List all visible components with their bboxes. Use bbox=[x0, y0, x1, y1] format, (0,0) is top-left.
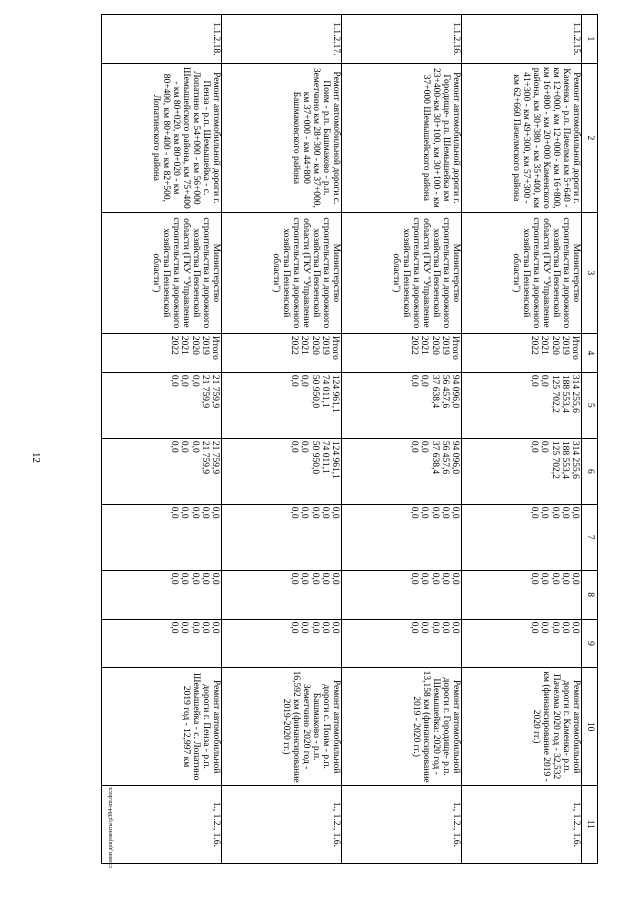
amount-value: 0,0 bbox=[529, 506, 540, 519]
row-executor: Министерство строительства и дорожного хозяйства Пензенской области (ГКУ "Управление строительства и дорожного хозяйства Пензенской области") bbox=[462, 212, 582, 333]
value-list bbox=[169, 507, 220, 568]
value-list bbox=[409, 507, 460, 568]
year-label: 2022 bbox=[529, 335, 540, 355]
year-label: 2019 bbox=[199, 335, 210, 355]
amount-value: 0,0 bbox=[309, 572, 320, 585]
amount-value: 0,0 bbox=[210, 506, 220, 519]
row-name: Ремонт автомобильной дороги г. Пенза - р.п. Шемышейка - с. Лопатино км 54+000 - км 56+000 Шемышейского района, км 75+400 - км 80+020, км 80+020 - км 80+400, км 80+400 - км 82+500, Лопатинского района bbox=[102, 63, 222, 212]
row-col9-cell bbox=[342, 619, 462, 668]
col-header: 6 bbox=[582, 438, 598, 504]
amount-value: 125 702,2 bbox=[549, 440, 560, 479]
value-list bbox=[529, 507, 580, 568]
amount-value: 0,0 bbox=[409, 572, 420, 585]
year-label: 2019 bbox=[319, 335, 330, 355]
amount-value: 0,0 bbox=[439, 572, 450, 585]
value-list bbox=[169, 336, 220, 370]
rotated-table-sheet bbox=[101, 14, 598, 864]
amount-value: 21 759,9 bbox=[199, 374, 210, 409]
year-label: 2021 bbox=[179, 335, 190, 355]
amount-value: 0,0 bbox=[189, 572, 200, 585]
amount-value: 0,0 bbox=[529, 572, 540, 585]
amount-value: 94 096,0 bbox=[450, 374, 460, 409]
row-years-cell bbox=[102, 333, 222, 372]
amount-value: 37 638,4 bbox=[429, 374, 440, 409]
amount-value: 0,0 bbox=[409, 621, 420, 634]
year-label: 2022 bbox=[289, 335, 300, 355]
row-col6-cell bbox=[342, 438, 462, 504]
amount-value: 124 961,1 bbox=[330, 440, 340, 479]
value-list bbox=[529, 375, 580, 436]
table-row bbox=[342, 15, 462, 864]
amount-value: 0,0 bbox=[299, 621, 310, 634]
amount-value: 0,0 bbox=[559, 506, 570, 519]
amount-value: 0,0 bbox=[199, 621, 210, 634]
row-executor: Министерство строительства и дорожного хозяйства Пензенской области (ГКУ "Управление строительства и дорожного хозяйства Пензенской области") bbox=[342, 212, 462, 333]
amount-value: 0,0 bbox=[179, 621, 190, 634]
amount-value: 0,0 bbox=[169, 572, 180, 585]
value-list bbox=[409, 622, 460, 666]
amount-value: 0,0 bbox=[289, 621, 300, 634]
amount-value: 0,0 bbox=[419, 506, 430, 519]
amount-value: 0,0 bbox=[179, 572, 190, 585]
amount-value: 0,0 bbox=[570, 572, 580, 585]
year-label: 2019 bbox=[439, 335, 450, 355]
amount-value: 0,0 bbox=[319, 621, 330, 634]
col-header: 7 bbox=[582, 504, 598, 570]
row-result: Ремонт автомобильной дороги с. Поим - р.п. Башмаково - р.п. Земетчино 2020 год - 16,592 км (финансирование 2019-2020 гг.) bbox=[222, 668, 342, 785]
amount-value: 0,0 bbox=[289, 440, 300, 453]
amount-value: 0,0 bbox=[429, 572, 440, 585]
year-label: 2019 bbox=[559, 335, 570, 355]
row-indicators: 1., 1.2., 1.6. bbox=[462, 785, 582, 863]
year-label: Итого bbox=[450, 335, 460, 360]
row-col6-cell bbox=[462, 438, 582, 504]
row-col8-cell bbox=[342, 570, 462, 619]
row-col8-cell bbox=[222, 570, 342, 619]
value-list bbox=[289, 573, 340, 617]
amount-value: 0,0 bbox=[169, 440, 180, 453]
amount-value: 0,0 bbox=[529, 621, 540, 634]
table-row bbox=[462, 15, 582, 864]
row-result: Ремонт автомобильной дороги г. Пенза - р.п. Шемышейка - с. Лопатино 2019 год - 12,997 км bbox=[102, 668, 222, 785]
col-header: 4 bbox=[582, 333, 598, 372]
amount-value: 0,0 bbox=[299, 374, 310, 387]
footer-file-path: c:\мои документы\р384-пп.docx bbox=[108, 787, 114, 868]
row-col9-cell bbox=[102, 619, 222, 668]
amount-value: 0,0 bbox=[179, 440, 190, 453]
row-indicators: 1., 1.2., 1.6. bbox=[342, 785, 462, 863]
amount-value: 56 457,6 bbox=[439, 374, 450, 409]
amount-value: 0,0 bbox=[210, 572, 220, 585]
row-code: 1.1.2.17. bbox=[222, 15, 342, 64]
value-list bbox=[409, 375, 460, 436]
row-col5-cell bbox=[342, 372, 462, 438]
amount-value: 0,0 bbox=[169, 374, 180, 387]
row-col6-cell bbox=[222, 438, 342, 504]
value-list bbox=[169, 375, 220, 436]
amount-value: 21 759,9 bbox=[199, 440, 210, 475]
amount-value: 0,0 bbox=[539, 621, 550, 634]
amount-value: 125 702,2 bbox=[549, 374, 560, 413]
value-list bbox=[529, 336, 580, 370]
amount-value: 0,0 bbox=[419, 374, 430, 387]
row-col9-cell bbox=[462, 619, 582, 668]
amount-value: 0,0 bbox=[299, 572, 310, 585]
row-col5-cell bbox=[102, 372, 222, 438]
amount-value: 0,0 bbox=[450, 621, 460, 634]
amount-value: 0,0 bbox=[179, 374, 190, 387]
row-col8-cell bbox=[102, 570, 222, 619]
year-label: 2020 bbox=[189, 335, 200, 355]
year-label: 2020 bbox=[309, 335, 320, 355]
year-label: Итого bbox=[330, 335, 340, 360]
row-result: Ремонт автомобильной дороги г. Городище- р.п. Шемышейка: 2020 год - 13,158 км (финансирование 2019 - 2020 гг.) bbox=[342, 668, 462, 785]
amount-value: 37 638,4 bbox=[429, 440, 440, 475]
row-years-cell bbox=[222, 333, 342, 372]
amount-value: 0,0 bbox=[419, 572, 430, 585]
amount-value: 0,0 bbox=[450, 506, 460, 519]
value-list bbox=[289, 507, 340, 568]
row-col7-cell bbox=[342, 504, 462, 570]
amount-value: 0,0 bbox=[319, 572, 330, 585]
amount-value: 0,0 bbox=[549, 572, 560, 585]
amount-value: 314 255,6 bbox=[570, 440, 580, 479]
amount-value: 0,0 bbox=[210, 621, 220, 634]
amount-value: 94 096,0 bbox=[450, 440, 460, 475]
amount-value: 0,0 bbox=[419, 440, 430, 453]
amount-value: 0,0 bbox=[169, 506, 180, 519]
amount-value: 50 950,0 bbox=[309, 374, 320, 409]
amount-value: 0,0 bbox=[189, 506, 200, 519]
value-list bbox=[289, 336, 340, 370]
amount-value: 0,0 bbox=[330, 506, 340, 519]
row-years-cell bbox=[462, 333, 582, 372]
amount-value: 0,0 bbox=[289, 374, 300, 387]
amount-value: 0,0 bbox=[539, 440, 550, 453]
value-list bbox=[529, 441, 580, 502]
row-code: 1.1.2.16. bbox=[342, 15, 462, 64]
value-list bbox=[409, 573, 460, 617]
row-col7-cell bbox=[222, 504, 342, 570]
row-name: Ремонт автомобильной дороги г. Городище- р.п. Шемышейка км 23+400-км 30+100, км 30+100 - км 37+000 Шемышейского района bbox=[342, 63, 462, 212]
row-result: Ремонт автомобильной дороги г. Каменка- р.п. Пачелма 2020 год - 32,532 км (финансирование 2019 - 2020 гг.) bbox=[462, 668, 582, 785]
year-label: 2020 bbox=[429, 335, 440, 355]
row-name: Ремонт автомобильной дороги г. Каменка - р.п. Пачелма км 5+640 - км 12+000, км 12+000 - км 16+800, км 16+800 - км 20+000 Каменского района, км 30+380 - км 35+400, км 41+300 - км 49+300, км 57+300 - км 62+660 Пачелмского района bbox=[462, 63, 582, 212]
amount-value: 50 950,0 bbox=[309, 440, 320, 475]
program-table bbox=[101, 14, 598, 864]
year-label: 2021 bbox=[299, 335, 310, 355]
amount-value: 0,0 bbox=[570, 621, 580, 634]
year-label: Итого bbox=[210, 335, 220, 360]
amount-value: 0,0 bbox=[409, 440, 420, 453]
amount-value: 0,0 bbox=[299, 506, 310, 519]
row-name: Ремонт автомобильной дороги с. Поим - р.п. Башмаково - р.п. Земетчино км 28+300 - км 37+000, км 37+000 - км 44+800 Башмаковского района bbox=[222, 63, 342, 212]
row-code: 1.1.2.15. bbox=[462, 15, 582, 64]
amount-value: 188 553,4 bbox=[559, 374, 570, 413]
amount-value: 0,0 bbox=[539, 572, 550, 585]
col-header: 11 bbox=[582, 785, 598, 863]
amount-value: 0,0 bbox=[330, 621, 340, 634]
year-label: 2020 bbox=[549, 335, 560, 355]
value-list bbox=[169, 573, 220, 617]
amount-value: 0,0 bbox=[539, 506, 550, 519]
year-label: 2022 bbox=[169, 335, 180, 355]
row-col6-cell bbox=[102, 438, 222, 504]
amount-value: 0,0 bbox=[189, 621, 200, 634]
amount-value: 0,0 bbox=[330, 572, 340, 585]
amount-value: 0,0 bbox=[559, 572, 570, 585]
row-executor: Министерство строительства и дорожного хозяйства Пензенской области (ГКУ "Управление строительства и дорожного хозяйства Пензенской области") bbox=[102, 212, 222, 333]
amount-value: 0,0 bbox=[189, 374, 200, 387]
amount-value: 0,0 bbox=[199, 506, 210, 519]
row-indicators: 1., 1.2., 1.6. bbox=[102, 785, 222, 863]
amount-value: 124 961,1 bbox=[330, 374, 340, 413]
value-list bbox=[289, 375, 340, 436]
value-list bbox=[529, 622, 580, 666]
amount-value: 0,0 bbox=[409, 506, 420, 519]
value-list bbox=[409, 441, 460, 502]
page-number: 12 bbox=[30, 452, 42, 463]
amount-value: 0,0 bbox=[450, 572, 460, 585]
amount-value: 0,0 bbox=[199, 572, 210, 585]
amount-value: 21 759,9 bbox=[210, 440, 220, 475]
amount-value: 0,0 bbox=[570, 506, 580, 519]
amount-value: 0,0 bbox=[439, 506, 450, 519]
col-header: 1 bbox=[582, 15, 598, 64]
row-col7-cell bbox=[102, 504, 222, 570]
amount-value: 0,0 bbox=[539, 374, 550, 387]
value-list bbox=[529, 573, 580, 617]
amount-value: 0,0 bbox=[409, 374, 420, 387]
value-list bbox=[169, 441, 220, 502]
value-list bbox=[169, 622, 220, 666]
col-header: 5 bbox=[582, 372, 598, 438]
amount-value: 0,0 bbox=[529, 374, 540, 387]
amount-value: 0,0 bbox=[529, 440, 540, 453]
row-code: 1.1.2.18. bbox=[102, 15, 222, 64]
amount-value: 0,0 bbox=[319, 506, 330, 519]
year-label: 2021 bbox=[419, 335, 430, 355]
amount-value: 56 457,6 bbox=[439, 440, 450, 475]
col-header: 3 bbox=[582, 212, 598, 333]
amount-value: 0,0 bbox=[179, 506, 190, 519]
amount-value: 21 759,9 bbox=[210, 374, 220, 409]
row-col9-cell bbox=[222, 619, 342, 668]
amount-value: 74 011,1 bbox=[319, 374, 330, 408]
col-header: 10 bbox=[582, 668, 598, 785]
value-list bbox=[289, 622, 340, 666]
amount-value: 0,0 bbox=[559, 621, 570, 634]
amount-value: 188 553,4 bbox=[559, 440, 570, 479]
amount-value: 0,0 bbox=[289, 506, 300, 519]
col-header: 2 bbox=[582, 63, 598, 212]
amount-value: 0,0 bbox=[289, 572, 300, 585]
row-years-cell bbox=[342, 333, 462, 372]
amount-value: 0,0 bbox=[299, 440, 310, 453]
row-col8-cell bbox=[462, 570, 582, 619]
amount-value: 0,0 bbox=[429, 621, 440, 634]
table-row bbox=[102, 15, 222, 864]
year-label: Итого bbox=[570, 335, 580, 360]
col-header: 9 bbox=[582, 619, 598, 668]
amount-value: 0,0 bbox=[419, 621, 430, 634]
amount-value: 0,0 bbox=[429, 506, 440, 519]
header-row bbox=[582, 15, 598, 864]
amount-value: 0,0 bbox=[439, 621, 450, 634]
amount-value: 0,0 bbox=[549, 506, 560, 519]
row-col7-cell bbox=[462, 504, 582, 570]
value-list bbox=[409, 336, 460, 370]
row-executor: Министерство строительства и дорожного хозяйства Пензенской области (ГКУ "Управление строительства и дорожного хозяйства Пензенской области") bbox=[222, 212, 342, 333]
table-row bbox=[222, 15, 342, 864]
year-label: 2022 bbox=[409, 335, 420, 355]
row-col5-cell bbox=[222, 372, 342, 438]
amount-value: 0,0 bbox=[169, 621, 180, 634]
row-col5-cell bbox=[462, 372, 582, 438]
year-label: 2021 bbox=[539, 335, 550, 355]
value-list bbox=[289, 441, 340, 502]
amount-value: 74 011,1 bbox=[319, 440, 330, 474]
amount-value: 0,0 bbox=[549, 621, 560, 634]
amount-value: 0,0 bbox=[189, 440, 200, 453]
amount-value: 314 255,6 bbox=[570, 374, 580, 413]
row-indicators: 1., 1.2., 1.6. bbox=[222, 785, 342, 863]
amount-value: 0,0 bbox=[309, 621, 320, 634]
col-header: 8 bbox=[582, 570, 598, 619]
amount-value: 0,0 bbox=[309, 506, 320, 519]
